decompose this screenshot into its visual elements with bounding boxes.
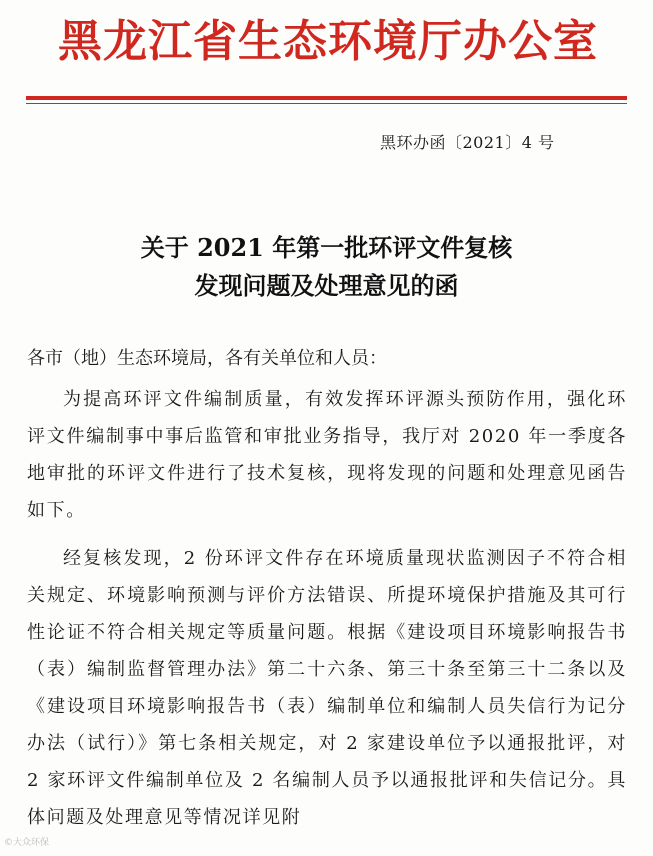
document-title-line-1: 关于 2021 年第一批环评文件复核 (140, 233, 513, 262)
body-paragraph-1: 为提高环评文件编制质量，有效发挥环评源头预防作用，强化环评文件编制事中事后监管和审批业务指导，我厅对 2020 年一季度各地审批的环评文件进行了技术复核，现将发现的问题和处理意见函告如下。 (27, 389, 627, 521)
watermark: ©大众环保 (4, 838, 50, 848)
body-paragraph-2: 经复核发现，2 份环评文件存在环境质量现状监测因子不符合相关规定、环境影响预测与评价方法错误、所提环境保护措施及其可行性论证不符合相关规定等质量问题。根据《建设项目环境影响报告书（表）编制监督管理办法》第二十六条、第三十条至第三十二条以及《建设项目环境影响报告书（表）编制单位和编制人员失信行为记分办法（试行）》第七条相关规定，对 2 家建设单位予以通报批评，对 2 家环评文件编制单位及 2 名编制人员予以通报批评和失信记分。具体问题及处理意见等情况详见附 (27, 548, 627, 828)
letterhead-title: 黑龙江省生态环境厅办公室 (58, 16, 598, 67)
letterhead-rule-thick (26, 96, 627, 100)
letterhead-rule-thin (26, 103, 627, 104)
document-number: 黑环办函〔2021〕4 号 (380, 133, 555, 152)
salutation: 各市（地）生态环境局，各有关单位和人员： (27, 348, 387, 369)
document-title-line-2: 发现问题及处理意见的函 (194, 271, 459, 300)
